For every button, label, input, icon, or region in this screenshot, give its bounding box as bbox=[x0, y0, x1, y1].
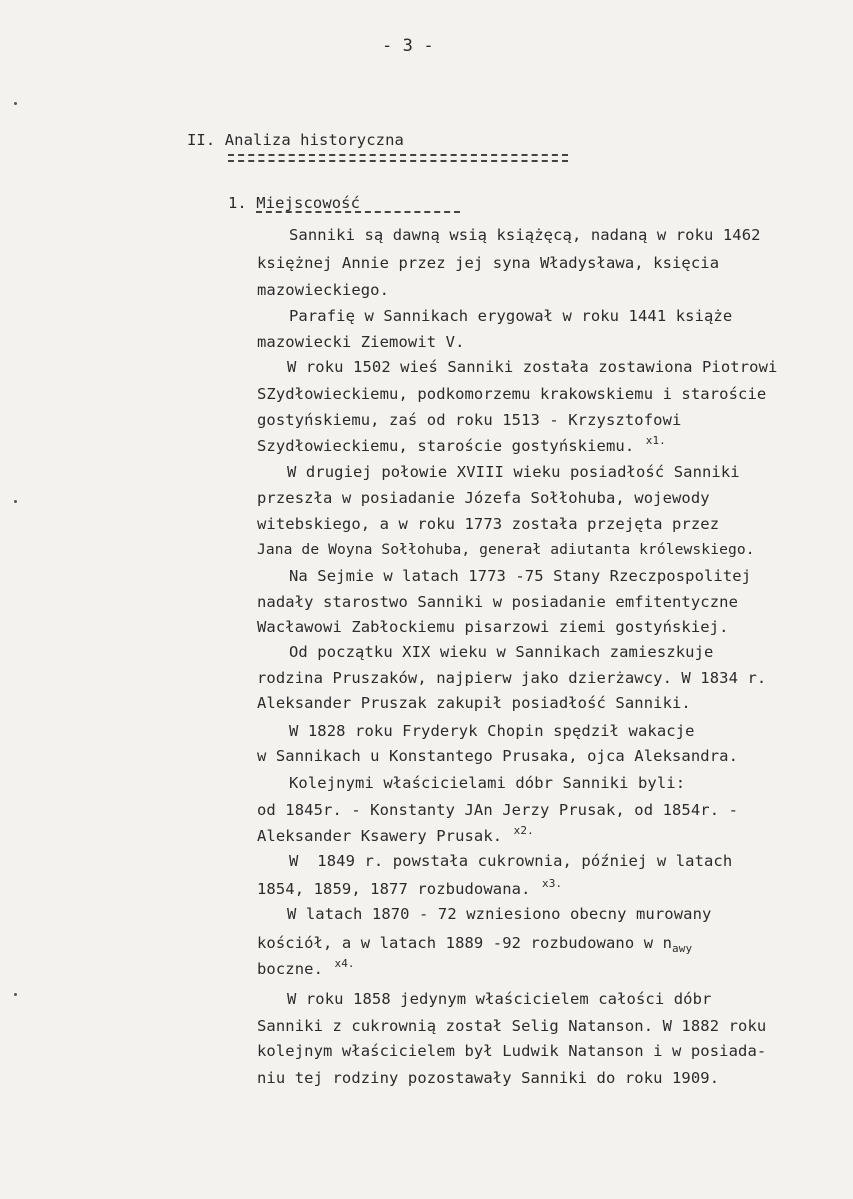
heading-underline bbox=[228, 154, 568, 162]
text-line: rodzina Pruszaków, najpierw jako dzierżawcy. W 1834 r. bbox=[257, 669, 767, 687]
text-line: Sanniki są dawną wsią książęcą, nadaną w roku 1462 bbox=[289, 226, 761, 244]
text-line bbox=[257, 826, 534, 848]
subsection-heading: 1. Miejscowość bbox=[228, 194, 361, 212]
text-line: kolejnym właścicielem był Ludwik Natanson i w posiada- bbox=[257, 1042, 767, 1060]
text-line: Od początku XIX wieku w Sannikach zamieszkuje bbox=[289, 643, 714, 661]
text-line: Aleksander Pruszak zakupił posiadłość Sanniki. bbox=[257, 694, 691, 712]
text-line: Kolejnymi właścicielami dóbr Sanniki byli: bbox=[289, 774, 686, 792]
text-line: W roku 1502 wieś Sanniki została zostawiona Piotrowi bbox=[287, 358, 778, 376]
text-fragment-subscript: awy bbox=[672, 942, 693, 955]
footnote-ref: x2. bbox=[513, 824, 534, 837]
page-number: - 3 - bbox=[382, 36, 434, 56]
text-line: niu tej rodziny pozostawały Sanniki do roku 1909. bbox=[257, 1069, 720, 1087]
margin-dot bbox=[14, 993, 17, 996]
text-fragment: boczne. bbox=[257, 960, 324, 978]
text-line: przeszła w posiadanie Józefa Sołłohuba, wojewody bbox=[257, 489, 710, 507]
text-line: mazowiecki Ziemowit V. bbox=[257, 333, 465, 351]
text-line: W roku 1858 jedynym właścicielem całości dóbr bbox=[287, 990, 712, 1008]
footnote-ref: x4. bbox=[334, 957, 355, 970]
text-line: Wacławowi Zabłockiemu pisarzowi ziemi gostyńskiej. bbox=[257, 618, 729, 636]
text-line: nadały starostwo Sanniki w posiadanie emfitentyczne bbox=[257, 593, 739, 611]
text-fragment: kościół, a w latach 1889 -92 rozbudowano w n bbox=[257, 934, 672, 952]
text-line: witebskiego, a w roku 1773 została przejęta przez bbox=[257, 515, 720, 533]
text-line: W latach 1870 - 72 wzniesiono obecny murowany bbox=[287, 905, 712, 923]
text-line: gostyńskiemu, zaś od roku 1513 - Krzysztofowi bbox=[257, 411, 682, 429]
text-line bbox=[257, 436, 666, 458]
text-line: księżnej Annie przez jej syna Władysława, księcia bbox=[257, 254, 720, 272]
text-line bbox=[257, 933, 692, 955]
text-fragment: Szydłowieckiemu, staroście gostyńskiemu. bbox=[257, 437, 635, 455]
text-line: W drugiej połowie XVIII wieku posiadłość Sanniki bbox=[287, 463, 740, 481]
footnote-ref: x1. bbox=[645, 434, 666, 447]
text-fragment: Aleksander Ksawery Prusak. bbox=[257, 827, 503, 845]
text-line: w Sannikach u Konstantego Prusaka, ojca Aleksandra. bbox=[257, 747, 739, 765]
text-fragment: 1854, 1859, 1877 rozbudowana. bbox=[257, 880, 531, 898]
text-line: od 1845r. - Konstanty JAn Jerzy Prusak, od 1854r. - bbox=[257, 801, 739, 819]
text-line bbox=[257, 879, 562, 901]
text-line: W 1828 roku Fryderyk Chopin spędził wakacje bbox=[289, 722, 695, 740]
text-line: Na Sejmie w latach 1773 -75 Stany Rzeczpospolitej bbox=[289, 567, 752, 585]
text-line: SZydłowieckiemu, podkomorzemu krakowskiemu i staroście bbox=[257, 385, 767, 403]
text-line: mazowieckiego. bbox=[257, 281, 390, 299]
footnote-ref: x3. bbox=[541, 877, 563, 890]
margin-dot bbox=[14, 102, 17, 105]
text-line: Jana de Woyna Sołłohuba, generał adiutanta królewskiego. bbox=[257, 541, 755, 558]
section-heading: II. Analiza historyczna bbox=[187, 131, 404, 149]
text-line: W 1849 r. powstała cukrownia, później w latach bbox=[289, 852, 733, 870]
subsection-underline bbox=[256, 211, 460, 213]
text-line: Sanniki z cukrownią został Selig Natanson. W 1882 roku bbox=[257, 1017, 767, 1035]
text-line bbox=[257, 959, 355, 981]
text-line: Parafię w Sannikach erygował w roku 1441 książe bbox=[289, 307, 733, 325]
margin-dot bbox=[14, 500, 17, 503]
